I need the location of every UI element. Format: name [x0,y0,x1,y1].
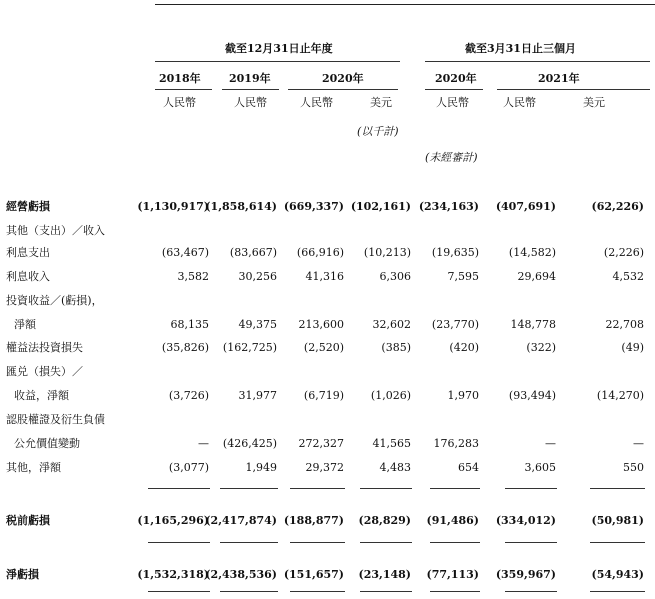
table-cell: 1,970 [447,389,479,402]
table-cell: (1,026) [370,389,411,402]
subtotal-rule [430,542,480,543]
table-cell: 31,977 [238,389,277,402]
table-cell: (322) [526,341,556,354]
table-cell: (35,826) [161,341,209,354]
table-cell: (234,163) [418,200,479,213]
table-cell: (66,916) [296,246,344,259]
period-year-rule [155,61,400,62]
table-cell: 22,708 [605,318,644,331]
table-cell: 7,595 [447,270,479,283]
row-label: 認股權證及衍生負債 [6,413,105,426]
currency-header: 人民幣 [163,96,196,109]
table-cell: (6,719) [303,389,344,402]
table-cell: (359,967) [495,568,556,581]
subtotal-rule [148,542,210,543]
subtotal-rule [505,542,557,543]
table-cell: (49) [621,341,644,354]
year-header-2020-q: 2020年 [435,72,477,85]
row-label: 利息支出 [6,246,50,259]
table-cell: (151,657) [283,568,344,581]
subtotal-rule [360,488,412,489]
subtotal-rule [148,591,210,592]
subtotal-rule [430,488,480,489]
table-cell: (3,726) [168,389,209,402]
currency-header: 人民幣 [503,96,536,109]
table-cell: — [198,437,209,450]
table-cell: (3,077) [168,461,209,474]
table-cell: (669,337) [283,200,344,213]
subtotal-rule [430,591,480,592]
subtotal-rule [220,542,278,543]
table-cell: (50,981) [591,514,644,527]
top-border [155,4,655,5]
table-cell: (1,165,296) [137,514,209,527]
table-cell: (23,148) [358,568,411,581]
unaudited-note: (未經審計) [425,151,478,164]
currency-header: 人民幣 [436,96,469,109]
year-header-2020: 2020年 [322,72,364,85]
period-quarter-header: 截至3月31日止三個月 [465,42,576,55]
subtotal-rule [360,542,412,543]
row-label: 權益法投資損失 [6,341,83,354]
table-cell: (426,425) [222,437,277,450]
subtotal-rule [505,591,557,592]
table-cell: (334,012) [495,514,556,527]
table-cell: — [633,437,644,450]
row-label: 收益，淨額 [14,389,69,402]
row-label: 淨額 [14,318,36,331]
row-label: 利息收入 [6,270,50,283]
table-cell: 148,778 [510,318,556,331]
year-rule-2021 [497,89,650,90]
table-cell: (23,770) [431,318,479,331]
table-cell: 32,602 [372,318,411,331]
unit-note: (以千計) [357,125,399,138]
table-cell: (420) [449,341,479,354]
currency-header: 人民幣 [300,96,333,109]
table-cell: 272,327 [298,437,344,450]
table-cell: 3,582 [177,270,209,283]
table-cell: (188,877) [283,514,344,527]
currency-header: 美元 [583,96,605,109]
table-cell: (1,130,917) [137,200,209,213]
subtotal-rule [220,488,278,489]
table-cell: 41,316 [305,270,344,283]
row-label: 其他，淨額 [6,461,61,474]
table-cell: (14,270) [596,389,644,402]
row-label: 淨虧損 [6,568,39,581]
table-cell: (102,161) [350,200,411,213]
row-label: 匯兑（損失）／ [6,365,83,378]
table-cell: (1,858,614) [205,200,277,213]
period-year-header: 截至12月31日止年度 [225,42,333,55]
table-cell: (19,635) [431,246,479,259]
table-cell: (28,829) [358,514,411,527]
year-header-2019: 2019年 [229,72,271,85]
year-header-2018: 2018年 [159,72,201,85]
table-cell: (62,226) [591,200,644,213]
table-cell: (63,467) [161,246,209,259]
subtotal-rule [590,591,645,592]
table-cell: (77,113) [426,568,479,581]
table-cell: 654 [458,461,479,474]
row-label: 投資收益／(虧損)， [6,294,103,307]
subtotal-rule [505,488,557,489]
year-rule-2019 [222,89,279,90]
year-rule-2020-q [425,89,483,90]
table-cell: 41,565 [372,437,411,450]
table-cell: 1,949 [245,461,277,474]
subtotal-rule [148,488,210,489]
year-rule-2018 [155,89,212,90]
row-label: 税前虧損 [6,514,50,527]
table-cell: 4,532 [612,270,644,283]
subtotal-rule [220,591,278,592]
table-cell: (1,532,318) [137,568,209,581]
table-cell: — [545,437,556,450]
period-quarter-rule [425,61,650,62]
table-cell: 68,135 [170,318,209,331]
year-header-2021: 2021年 [538,72,580,85]
row-label: 公允價值變動 [14,437,80,450]
table-cell: (83,667) [229,246,277,259]
table-cell: (2,520) [303,341,344,354]
table-cell: (54,943) [591,568,644,581]
subtotal-rule [590,488,645,489]
table-cell: 29,694 [517,270,556,283]
table-cell: (407,691) [495,200,556,213]
table-cell: 4,483 [379,461,411,474]
table-cell: 49,375 [238,318,277,331]
table-cell: (14,582) [508,246,556,259]
table-cell: (162,725) [222,341,277,354]
table-cell: (385) [381,341,411,354]
table-cell: (93,494) [508,389,556,402]
table-cell: 30,256 [238,270,277,283]
table-cell: 176,283 [433,437,479,450]
table-cell: (2,417,874) [205,514,277,527]
row-label: 其他（支出）／收入 [6,224,105,237]
table-cell: 29,372 [305,461,344,474]
table-cell: (2,438,536) [205,568,277,581]
subtotal-rule [290,488,345,489]
table-cell: (2,226) [603,246,644,259]
subtotal-rule [360,591,412,592]
subtotal-rule [290,591,345,592]
table-cell: (91,486) [426,514,479,527]
subtotal-rule [290,542,345,543]
table-cell: 550 [623,461,644,474]
row-label: 經營虧損 [6,200,50,213]
currency-header: 人民幣 [234,96,267,109]
table-cell: 6,306 [379,270,411,283]
table-cell: 3,605 [524,461,556,474]
year-rule-2020 [288,89,398,90]
table-cell: 213,600 [298,318,344,331]
currency-header: 美元 [370,96,392,109]
subtotal-rule [590,542,645,543]
table-cell: (10,213) [363,246,411,259]
